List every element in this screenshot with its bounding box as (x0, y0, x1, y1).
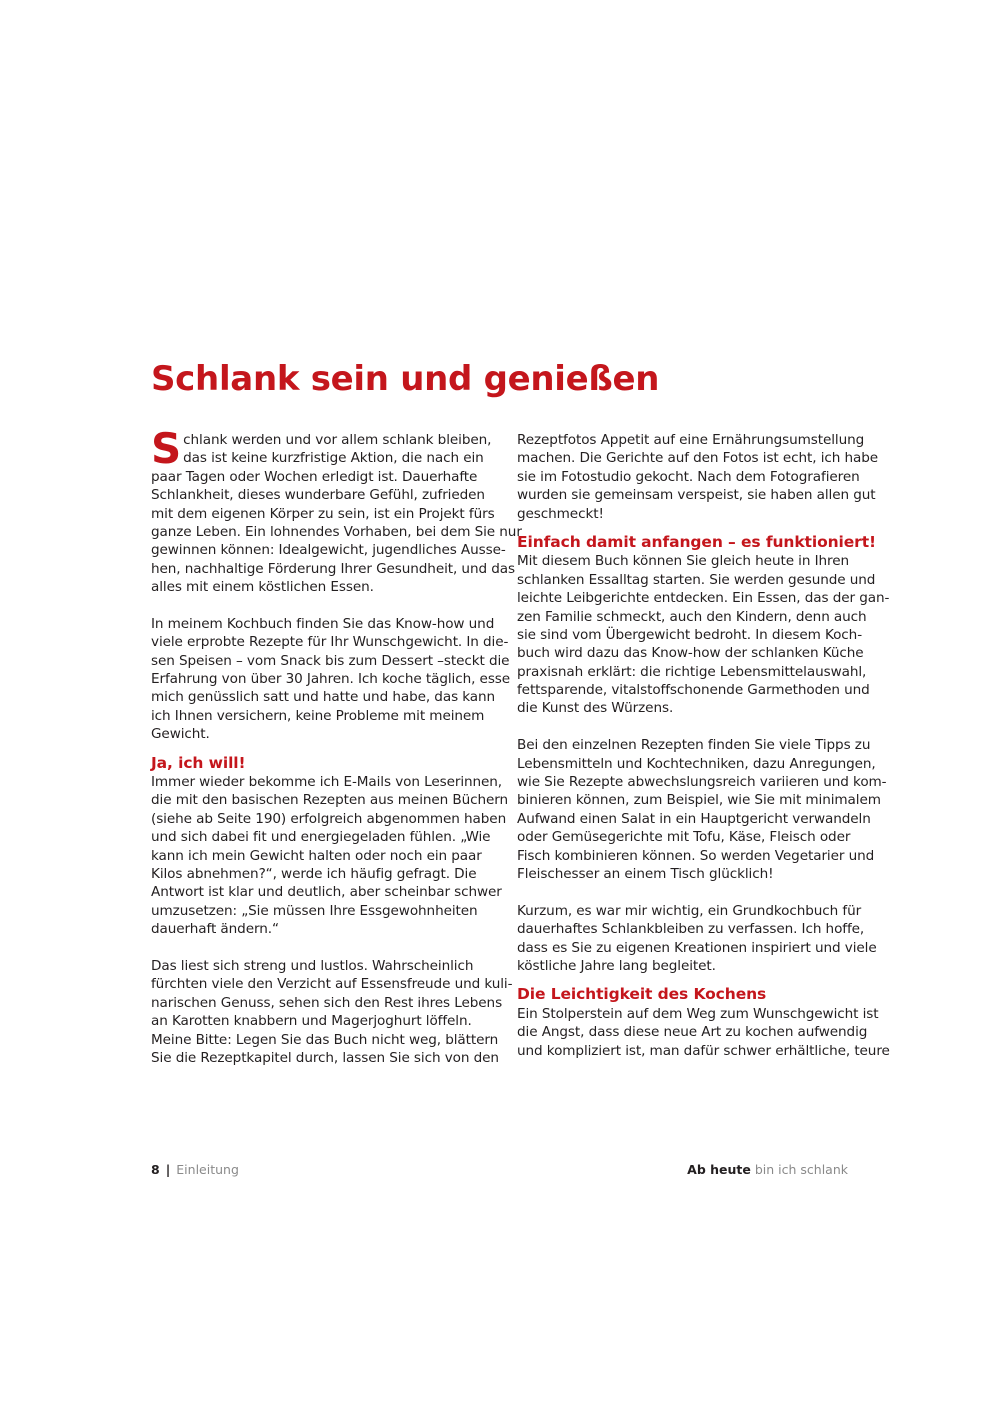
text-line: oder Gemüsegerichte mit Tofu, Käse, Fleisch oder (517, 829, 851, 846)
text-line: viele erprobte Rezepte für Ihr Wunschgewicht. In die- (151, 634, 509, 651)
text-line: ganze Leben. Ein lohnendes Vorhaben, bei dem Sie nur (151, 523, 522, 540)
footer-section: Einleitung (176, 1162, 239, 1177)
text-line: Rezeptfotos Appetit auf eine Ernährungsumstellung (517, 432, 865, 448)
text-line: die Kunst des Würzens. (517, 700, 674, 717)
text-line: an Karotten knabbern und Magerjoghurt löffeln. (151, 1013, 472, 1030)
text-line: Gewicht. (151, 726, 210, 743)
paragraph (151, 615, 511, 744)
text-line: Kilos abnehmen?“, werde ich häufig gefragt. Die (151, 866, 477, 882)
text-line: Immer wieder bekomme ich E-Mails von Leserinnen, (151, 774, 503, 791)
book-title-rest: bin ich schlank (750, 1162, 848, 1177)
paragraph-gap (151, 597, 486, 615)
text-line: das ist keine kurzfristige Aktion, die nach ein (183, 450, 484, 467)
text-line: Kurzum, es war mir wichtig, ein Grundkochbuch für (517, 902, 862, 919)
text-line: machen. Die Gerichte auf den Fotos ist echt, ich habe (517, 450, 879, 467)
text-line: kann ich mein Gewicht halten oder noch ein paar (151, 847, 482, 864)
text-line: paar Tagen oder Wochen erledigt ist. Dauerhafte (151, 468, 478, 485)
paragraph (517, 552, 890, 718)
left-column (151, 424, 522, 1067)
text-line: die mit den basischen Rezepten aus meinen Büchern (151, 792, 509, 809)
section-heading: Die Leichtigkeit des Kochens (517, 985, 767, 1004)
text-line: sie sind vom Übergewicht bedroht. In diesem Koch- (517, 626, 862, 643)
text-line: wurden sie gemeinsam verspeist, sie haben allen gut (517, 487, 876, 504)
text-line: Ein Stolperstein auf dem Weg zum Wunschgewicht ist (517, 1005, 879, 1022)
text-line: leichte Leibgerichte entdecken. Ein Essen, das der gan- (517, 590, 890, 607)
paragraph-gap (151, 939, 486, 957)
text-line: alles mit einem köstlichen Essen. (151, 579, 374, 596)
text-line: dauerhaftes Schlankbleiben zu verfassen. Ich hoffe, (517, 921, 865, 938)
intro-paragraph (151, 424, 522, 597)
paragraph (151, 957, 513, 1067)
text-line: Antwort ist klar und deutlich, aber scheinbar schwer (151, 884, 502, 901)
text-line: narischen Genuss, sehen sich den Rest ihres Lebens (151, 994, 503, 1011)
footer-right (687, 1162, 848, 1178)
paragraph (517, 902, 877, 976)
text-line: fettsparende, vitalstoffschonende Garmethoden und (517, 682, 870, 699)
text-line: Schlankheit, dieses wunderbare Gefühl, zufrieden (151, 487, 485, 504)
paragraph (517, 1005, 890, 1060)
text-line: köstliche Jahre lang begleitet. (517, 957, 716, 974)
page-number: 8 (151, 1162, 160, 1177)
text-line: binieren können, zum Beispiel, wie Sie mit minimalem (517, 792, 881, 809)
drop-cap: S (151, 424, 182, 473)
text-line: sen Speisen – vom Snack bis zum Dessert –steckt die (151, 652, 510, 669)
right-column (517, 431, 890, 1060)
paragraph-gap (517, 883, 852, 901)
text-line: Mit diesem Buch können Sie gleich heute in Ihren (517, 553, 849, 570)
text-line: und kompliziert ist, man dafür schwer erhältliche, teure (517, 1042, 890, 1059)
section-heading: Ja, ich will! (151, 753, 246, 772)
text-line: dass es Sie zu eigenen Kreationen inspiriert und viele (517, 939, 877, 956)
text-line: Lebensmitteln und Kochtechniken, dazu Anregungen, (517, 755, 876, 772)
text-line: (siehe ab Seite 190) erfolgreich abgenommen haben (151, 810, 507, 827)
paragraph-gap (517, 718, 852, 736)
text-line: fürchten viele den Verzicht auf Essensfreude und kuli- (151, 976, 513, 993)
text-line: In meinem Kochbuch finden Sie das Know-how und (151, 615, 495, 632)
page-title: Schlank sein und genießen (151, 359, 660, 399)
text-line: Fleischesser an einem Tisch glücklich! (517, 866, 774, 882)
text-line: hen, nachhaltige Förderung Ihrer Gesundheit, und das (151, 560, 515, 577)
text-line: Meine Bitte: Legen Sie das Buch nicht weg, blättern (151, 1031, 499, 1048)
text-line: ich Ihnen versichern, keine Probleme mit meinem (151, 707, 485, 724)
text-line: mit dem eigenen Körper zu sein, ist ein Projekt fürs (151, 505, 495, 522)
paragraph (151, 773, 509, 939)
text-line: gewinnen können: Idealgewicht, jugendliches Ausse- (151, 542, 506, 559)
text-line: praxisnah erklärt: die richtige Lebensmittelauswahl, (517, 663, 867, 680)
text-line: Das liest sich streng und lustlos. Wahrscheinlich (151, 957, 474, 974)
book-title-bold: Ab heute (687, 1162, 751, 1177)
text-line: Aufwand einen Salat in ein Hauptgericht verwandeln (517, 810, 871, 827)
text-line: die Angst, dass diese neue Art zu kochen aufwendig (517, 1024, 868, 1041)
text-line: geschmeckt! (517, 505, 604, 522)
text-line: sie im Fotostudio gekocht. Nach dem Fotografieren (517, 468, 860, 485)
footer-separator: | (165, 1162, 171, 1177)
text-line: Erfahrung von über 30 Jahren. Ich koche täglich, esse (151, 671, 511, 688)
text-line: Fisch kombinieren können. So werden Vegetarier und (517, 847, 875, 864)
paragraph (517, 736, 887, 883)
section-heading: Einfach damit anfangen – es funktioniert! (517, 532, 877, 551)
text-line: dauerhaft ändern.“ (151, 921, 279, 938)
text-line: und sich dabei fit und energiegeladen fühlen. „Wie (151, 829, 491, 846)
paragraph (517, 431, 879, 523)
text-line: Sie die Rezeptkapitel durch, lassen Sie sich von den (151, 1049, 499, 1066)
footer-left (151, 1162, 239, 1178)
text-line: umzusetzen: „Sie müssen Ihre Essgewohnheiten (151, 902, 478, 919)
text-line: chlank werden und vor allem schlank bleiben, (183, 432, 492, 448)
text-line: mich genüsslich satt und hatte und habe, das kann (151, 689, 496, 706)
text-line: schlanken Essalltag starten. Sie werden gesunde und (517, 571, 876, 588)
text-line: wie Sie Rezepte abwechslungsreich variieren und kom- (517, 774, 887, 791)
text-line: buch wird dazu das Know-how der schlanken Küche (517, 645, 864, 662)
text-line: zen Familie schmeckt, auch den Kindern, denn auch (517, 608, 867, 625)
text-line: Bei den einzelnen Rezepten finden Sie viele Tipps zu (517, 737, 871, 754)
